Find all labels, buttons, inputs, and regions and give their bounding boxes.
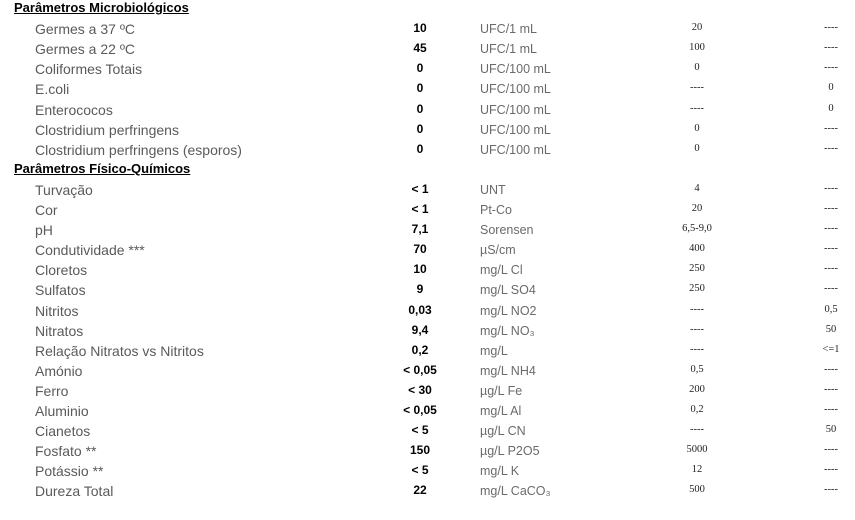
parameter-row xyxy=(0,341,855,361)
result-value: 0,03 xyxy=(408,302,432,317)
parametric-value: ---- xyxy=(690,424,704,436)
parameter-row xyxy=(0,220,855,240)
parameter-row xyxy=(0,401,855,421)
result-value: < 1 xyxy=(411,202,429,216)
unit-label: UFC/1 mL xyxy=(480,42,537,57)
result-value: < 0,05 xyxy=(403,362,437,377)
parameter-name: Amónio xyxy=(35,362,83,379)
unit-label: Pt-Co xyxy=(480,203,512,217)
parametric-value: 0 xyxy=(694,62,700,74)
parameter-row xyxy=(0,19,855,39)
limit-value: ---- xyxy=(824,363,838,375)
unit-label: mg/L NO₃ xyxy=(480,323,535,338)
unit-label: µg/L Fe xyxy=(480,383,523,398)
limit-value: ---- xyxy=(824,484,838,496)
result-value: < 5 xyxy=(411,463,429,478)
parameter-row xyxy=(0,481,855,501)
parametric-value: ---- xyxy=(690,82,704,94)
parameter-name: Germes a 22 ºC xyxy=(35,41,136,58)
parameter-row xyxy=(0,421,855,441)
limit-value: ---- xyxy=(824,243,838,255)
parameter-name: Dureza Total xyxy=(35,483,114,500)
parameter-row xyxy=(0,79,855,99)
result-value: < 1 xyxy=(411,181,429,196)
limit-value: 0 xyxy=(828,102,834,114)
parametric-value: 20 xyxy=(691,203,703,214)
parameter-row xyxy=(0,200,855,220)
parametric-value: 400 xyxy=(689,243,705,255)
result-value: 0 xyxy=(416,101,424,116)
parametric-value: 250 xyxy=(689,263,705,275)
result-value: 0 xyxy=(416,121,424,136)
unit-label: mg/L CaCO₃ xyxy=(480,484,551,499)
parameter-name: Germes a 37 ºC xyxy=(35,21,136,38)
parameter-row xyxy=(0,301,855,321)
result-value: 0 xyxy=(416,81,424,96)
parameter-name: Nitratos xyxy=(35,322,84,339)
result-value: 0 xyxy=(416,61,424,76)
parametric-value: 4 xyxy=(694,182,700,194)
parameter-name: Relação Nitratos vs Nitritos xyxy=(35,342,204,359)
parametric-value: 100 xyxy=(689,42,705,54)
result-value: 150 xyxy=(409,443,431,458)
section-header-micro xyxy=(0,0,855,19)
parameter-row xyxy=(0,240,855,260)
result-value: 70 xyxy=(413,242,427,257)
unit-label: UFC/100 mL xyxy=(480,122,551,137)
parametric-value: 0,2 xyxy=(690,404,704,415)
parameter-name: Potássio ** xyxy=(35,463,104,480)
parametric-value: 0 xyxy=(694,122,700,134)
result-value: 22 xyxy=(413,483,427,498)
parameter-name: Nitritos xyxy=(35,302,79,319)
parameter-name: Aluminio xyxy=(35,403,89,419)
limit-value: ---- xyxy=(824,62,838,74)
result-value: 45 xyxy=(413,41,427,56)
parametric-value: ---- xyxy=(690,303,704,315)
limit-value: 0,5 xyxy=(824,303,838,315)
unit-label: UFC/100 mL xyxy=(480,62,551,77)
parameter-name: Cianetos xyxy=(35,423,91,440)
parameter-row xyxy=(0,260,855,280)
result-value: 10 xyxy=(413,262,427,277)
parametric-value: 6,5-9,0 xyxy=(682,223,712,235)
limit-value: ---- xyxy=(824,22,838,34)
parametric-value: 0,5 xyxy=(690,363,704,375)
limit-value: <=1 xyxy=(822,343,840,355)
parameter-row xyxy=(0,321,855,341)
result-value: 0,2 xyxy=(411,342,429,357)
parametric-value: 5000 xyxy=(686,444,708,456)
unit-label: µS/cm xyxy=(480,243,516,258)
result-value: 9 xyxy=(416,282,424,297)
limit-value: ---- xyxy=(824,263,838,275)
limit-value: ---- xyxy=(824,203,838,214)
parameter-name: Ferro xyxy=(35,382,69,399)
parameter-row xyxy=(0,120,855,140)
parameter-name: Turvação xyxy=(35,181,93,198)
parametric-value: 0 xyxy=(694,142,700,154)
result-value: < 30 xyxy=(408,382,432,397)
limit-value: ---- xyxy=(824,444,838,456)
parametric-value: 200 xyxy=(689,383,705,395)
unit-label: mg/L Al xyxy=(480,404,522,418)
unit-label: UFC/100 mL xyxy=(480,102,551,117)
parameter-name: Clostridium perfringens xyxy=(35,121,179,138)
limit-value: 0 xyxy=(828,82,834,94)
parameter-name: Clostridium perfringens (esporos) xyxy=(35,141,242,158)
limit-value: ---- xyxy=(824,182,838,194)
limit-value: ---- xyxy=(824,383,838,395)
unit-label: mg/L K xyxy=(480,464,520,479)
parametric-value: ---- xyxy=(690,323,704,335)
parameter-name: pH xyxy=(35,222,53,239)
result-value: 0 xyxy=(416,141,424,156)
unit-label: mg/L NH4 xyxy=(480,363,536,378)
parameter-row xyxy=(0,140,855,160)
limit-value: ---- xyxy=(824,42,838,54)
parametric-value: ---- xyxy=(690,102,704,114)
limit-value: ---- xyxy=(824,223,838,235)
parameter-row xyxy=(0,381,855,401)
parameter-row xyxy=(0,461,855,481)
section-title: Parâmetros Microbiológicos xyxy=(14,0,189,15)
parameter-row xyxy=(0,59,855,79)
limit-value: ---- xyxy=(824,283,838,295)
parameter-row xyxy=(0,180,855,200)
section-title: Parâmetros Físico-Químicos xyxy=(14,160,191,176)
unit-label: UFC/100 mL xyxy=(480,82,551,97)
parameter-name: E.coli xyxy=(35,81,70,98)
result-value: 9,4 xyxy=(411,322,429,337)
unit-label: UNT xyxy=(480,182,506,197)
parametric-value: 500 xyxy=(689,484,705,496)
parameter-row xyxy=(0,39,855,59)
unit-label: µg/L P2O5 xyxy=(480,444,540,459)
parameter-row xyxy=(0,100,855,120)
unit-label: UFC/1 mL xyxy=(480,22,537,37)
result-value: 10 xyxy=(413,21,427,36)
limit-value: ---- xyxy=(824,122,838,134)
parameter-name: Condutividade *** xyxy=(35,242,145,259)
unit-label: mg/L xyxy=(480,343,508,358)
limit-value: 50 xyxy=(825,323,837,335)
unit-label: mg/L Cl xyxy=(480,263,523,278)
limit-value: 50 xyxy=(825,424,837,436)
result-value: < 0,05 xyxy=(403,403,437,417)
parametric-value: 20 xyxy=(691,22,703,34)
limit-value: ---- xyxy=(824,142,838,154)
parameter-row xyxy=(0,280,855,300)
parameter-name: Cor xyxy=(35,202,58,218)
parameter-name: Sulfatos xyxy=(35,282,86,299)
unit-label: Sorensen xyxy=(480,223,534,238)
parameter-row xyxy=(0,441,855,461)
parametric-value: 250 xyxy=(689,283,705,295)
parameter-name: Coliformes Totais xyxy=(35,61,143,78)
parameter-name: Cloretos xyxy=(35,262,88,279)
result-value: < 5 xyxy=(411,423,429,438)
unit-label: mg/L SO4 xyxy=(480,283,536,298)
unit-label: µg/L CN xyxy=(480,424,526,439)
parametric-value: ---- xyxy=(690,343,704,355)
parameter-name: Fosfato ** xyxy=(35,443,97,460)
parameter-row xyxy=(0,361,855,381)
unit-label: UFC/100 mL xyxy=(480,142,551,157)
limit-value: ---- xyxy=(824,464,838,476)
limit-value: ---- xyxy=(824,404,838,415)
unit-label: mg/L NO2 xyxy=(480,303,537,318)
result-value: 7,1 xyxy=(411,222,429,237)
parameter-name: Enterococos xyxy=(35,101,113,118)
section-header-fq xyxy=(0,160,855,180)
parametric-value: 12 xyxy=(691,464,703,476)
